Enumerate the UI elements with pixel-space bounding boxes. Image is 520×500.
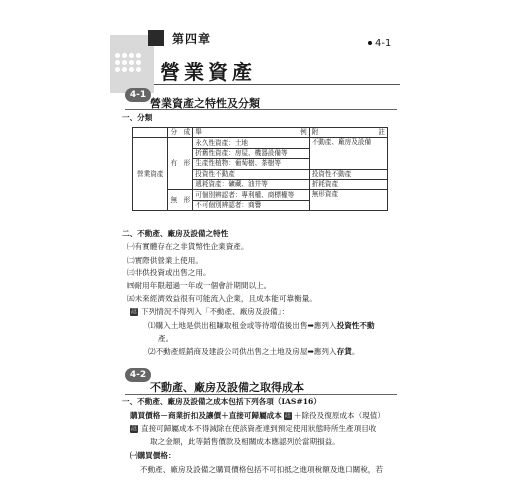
chapter-label: 第四章 (172, 32, 212, 46)
list-item: ㈣耐用年限超過一年或一個會計期間以上。 (127, 281, 272, 290)
example-cell: 永久性資產：土地 (193, 138, 309, 148)
list-item: ㈤未來經濟效益很有可能流入企業，且成本能可靠衡量。 (127, 294, 317, 303)
note-cell: 投資性不動產 (309, 169, 387, 179)
subsection-heading: ㈠購買價格： (130, 451, 176, 460)
list-item: ㈠有實體存在之非貨幣性企業資產。 (127, 242, 249, 251)
list-item: ㈢非供投資或出售之用。 (127, 268, 211, 277)
col-header-category: 分 成 (168, 128, 193, 138)
page-number (368, 38, 391, 49)
note-icon: 註 (130, 425, 137, 432)
note-cell: 無形資產 (309, 190, 387, 211)
subsection-heading: 一、分類 (122, 113, 153, 122)
bullet-icon (368, 41, 372, 45)
note-cell: 折耗資產 (309, 179, 387, 189)
chapter-marker (148, 30, 164, 46)
col-header-note: 附 註 (309, 128, 387, 138)
example-cell: 生產性植物：葡萄樹、茶樹等 (193, 159, 309, 169)
example-cell: 不可個別辨認者：商譽 (193, 200, 309, 210)
subsection-heading: 一、不動產、廠房及設備之成本包括下列各項（IAS#16） (122, 397, 321, 406)
example-cell: 遞耗資產：礦藏、油井等 (193, 179, 309, 189)
formula-line: 購買價格－商業折扣及讓價＋直接可歸屬成本 註 ＋除役及復原成本（現值） (130, 411, 385, 420)
table-row (133, 138, 388, 148)
page-number-text: 4-1 (375, 38, 392, 49)
section-badge: 4-1 (125, 88, 151, 102)
note-icon: 註 (284, 412, 291, 419)
tangible-cell: 有 形 (168, 138, 193, 190)
col-header-example: 舉 例 (193, 128, 309, 138)
header-rule (154, 84, 400, 85)
example-cell: 折舊性資產：房屋、機器設備等 (193, 148, 309, 158)
note-line: 註 下列情況不得列入「不動產、廠房及設備」： (130, 307, 290, 316)
note-line-continued: 取之金額，此等銷售價款及相關成本應認列於當期損益。 (150, 437, 340, 446)
note-line: 註 直接可歸屬成本不得減除在使該資產達到預定使用狀態時所生產項目收 (130, 424, 377, 433)
note-icon: 註 (130, 308, 137, 315)
section-badge: 4-2 (125, 368, 151, 382)
group-cell: 營業資產 (133, 138, 168, 211)
note-item: ⑵不動產經銷商及建設公司供出售之土地及房屋➡應列入存貨。 (148, 347, 360, 356)
chapter-title: 營業資產 (160, 60, 256, 84)
header-dot-pattern (115, 53, 141, 72)
table-header-row (133, 128, 388, 138)
note-item-continued: 產。 (158, 334, 174, 343)
section-rule (125, 394, 397, 395)
note-item: ⑴購入土地是供出租賺取租金或等待增值後出售➡應列入投資性不動 (148, 321, 375, 330)
note-cell: 不動產、廠房及設備 (309, 138, 387, 169)
classification-table (132, 127, 388, 211)
example-cell: 投資性不動產 (193, 169, 309, 179)
example-cell: 可個別辨認者：專利權、商標權等 (193, 190, 309, 200)
subsection-heading: 二、不動產、廠房及設備之特性 (122, 229, 229, 238)
section-title: 營業資產之特性及分類 (150, 97, 260, 110)
table-row (133, 190, 388, 200)
section-rule (125, 109, 397, 110)
intangible-cell: 無 形 (168, 190, 193, 211)
body-text: 不動產、廠房及設備之購買價格包括不可扣抵之進項稅額及進口關稅，若 (140, 465, 383, 474)
section-title: 不動產、廠房及設備之取得成本 (150, 381, 304, 394)
list-item: ㈡實際供營業上使用。 (127, 256, 203, 265)
